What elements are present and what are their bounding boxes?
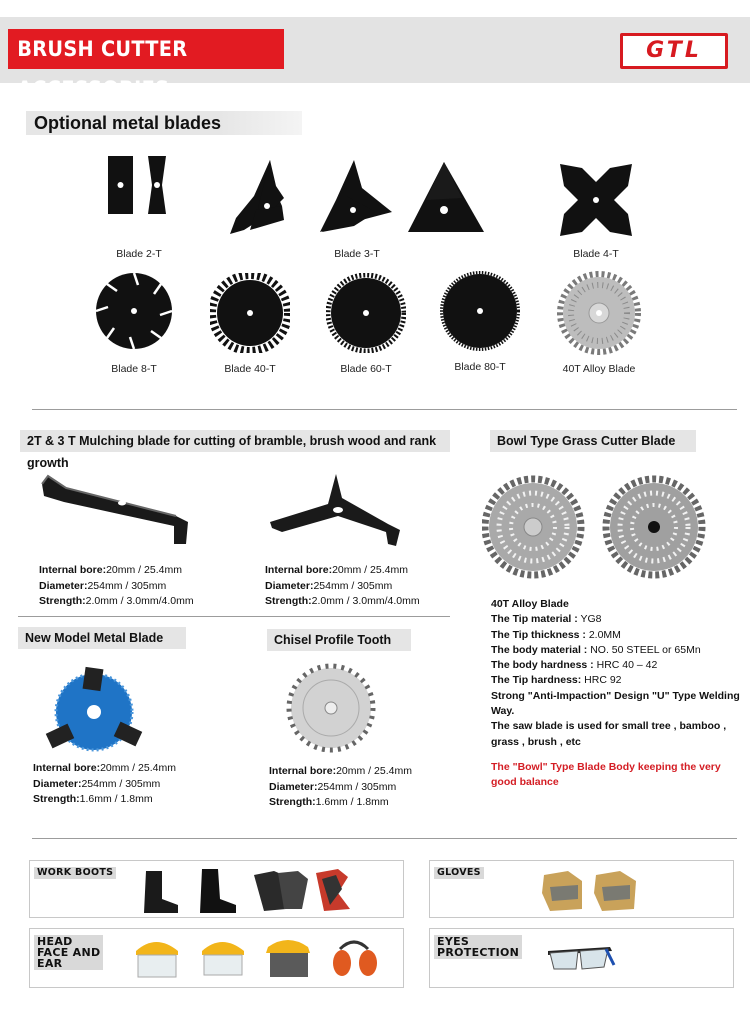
tip-hardness-value: HRC 92 xyxy=(581,674,622,687)
blade-60t-item xyxy=(326,273,406,375)
strength-value: 2.0mm / 3.0mm/4.0mm xyxy=(85,595,194,607)
body-hardness-value: HRC 40 – 42 xyxy=(593,659,658,672)
blade-2t-item xyxy=(104,152,174,260)
new-model-blade-image xyxy=(44,664,144,754)
gloves-label: GLOVES xyxy=(434,867,484,879)
blade-2t-label: Blade 2-T xyxy=(116,248,162,260)
tip-thickness-label: The Tip thickness : xyxy=(491,628,586,641)
tip-material-value: YG8 xyxy=(577,613,602,626)
alloy-blade-specs xyxy=(491,597,741,791)
strength-value: 2.0mm / 3.0mm/4.0mm xyxy=(311,595,420,607)
alloy-blade-name: 40T Alloy Blade xyxy=(491,598,569,610)
design-text: Strong "Anti-Impaction" Design "U" Type Welding Way. xyxy=(491,689,740,718)
diameter-value: 254mm / 305mm xyxy=(317,780,397,793)
blade-40t-label: Blade 40-T xyxy=(224,363,276,375)
tip-thickness-value: 2.0MM xyxy=(585,628,621,641)
blade-4t-item xyxy=(556,160,636,260)
work-boots-box xyxy=(29,860,404,918)
head-protection-image xyxy=(130,933,390,985)
blade-2t-image xyxy=(104,152,174,240)
head-label-line1: HEAD xyxy=(37,935,73,948)
bowl-heading: Bowl Type Grass Cutter Blade xyxy=(490,430,696,452)
blade-40t-item xyxy=(210,273,290,375)
work-boots-label: WORK BOOTS xyxy=(34,867,116,879)
eyes-label-line1: EYES xyxy=(437,935,470,948)
eye-protection-label xyxy=(434,935,522,959)
bowl-note: The "Bowl" Type Blade Body keeping the very good balance xyxy=(491,760,721,789)
chisel-specs xyxy=(269,764,412,811)
bowl-blades-image xyxy=(482,474,712,580)
tip-hardness-label: The Tip hardness: xyxy=(491,674,582,687)
eye-protection-box xyxy=(429,928,734,988)
bore-value: 20mm / 25.4mm xyxy=(100,762,176,774)
bore-label: Internal bore: xyxy=(269,765,337,777)
blade-40t-alloy-image xyxy=(556,271,642,355)
mulching-heading: 2T & 3 T Mulching blade for cutting of bramble, brush wood and rank growth xyxy=(20,430,450,452)
chisel-blade-image xyxy=(286,663,376,753)
blade-8t-label: Blade 8-T xyxy=(111,363,157,375)
blade-4t-image xyxy=(556,160,636,240)
bore-value: 20mm / 25.4mm xyxy=(336,765,412,777)
bore-value: 20mm / 25.4mm xyxy=(106,564,182,576)
mulching-3t-specs xyxy=(265,563,420,610)
chisel-heading: Chisel Profile Tooth xyxy=(267,629,411,651)
head-protection-box xyxy=(29,928,404,988)
new-model-heading: New Model Metal Blade xyxy=(18,627,186,649)
blade-80t-label: Blade 80-T xyxy=(454,361,506,373)
mulching-2t-image xyxy=(36,470,196,550)
blade-40t-image xyxy=(210,273,290,353)
gloves-image xyxy=(538,865,648,915)
accessories-divider xyxy=(32,838,737,839)
blade-3t-image xyxy=(226,156,488,240)
eyes-label-line2: PROTECTION xyxy=(437,946,520,959)
strength-label: Strength: xyxy=(265,595,312,607)
head-protection-label xyxy=(34,935,103,970)
body-material-value: NO. 50 STEEL or 65Mn xyxy=(587,643,701,656)
blade-3t-label: Blade 3-T xyxy=(334,248,380,260)
blade-40t-alloy-label: 40T Alloy Blade xyxy=(562,363,636,375)
bore-label: Internal bore: xyxy=(39,564,107,576)
blade-60t-image xyxy=(326,273,406,353)
section-divider xyxy=(32,409,737,410)
header-bar xyxy=(0,17,750,101)
blade-8t-image xyxy=(94,271,174,351)
bore-label: Internal bore: xyxy=(33,762,101,774)
diameter-value: 254mm / 305mm xyxy=(87,579,167,592)
usage-text: The saw blade is used for small tree , bamboo , grass , brush , etc xyxy=(491,720,727,748)
blade-80t-item xyxy=(440,271,520,373)
bore-label: Internal bore: xyxy=(265,564,333,576)
diameter-value: 254mm / 305mm xyxy=(81,777,161,790)
strength-value: 1.6mm / 1.8mm xyxy=(315,796,389,808)
tip-material-label: The Tip material : xyxy=(491,613,578,626)
diameter-label: Diameter: xyxy=(265,579,314,592)
new-model-specs xyxy=(33,761,176,808)
diameter-label: Diameter: xyxy=(39,579,88,592)
safety-glasses-image xyxy=(544,939,616,977)
strength-value: 1.6mm / 1.8mm xyxy=(79,793,153,805)
brand-logo: GTL xyxy=(620,33,728,69)
body-hardness-label: The body hardness : xyxy=(491,659,594,672)
blade-60t-label: Blade 60-T xyxy=(340,363,392,375)
mulching-divider xyxy=(18,616,450,617)
diameter-label: Diameter: xyxy=(33,777,82,790)
bore-value: 20mm / 25.4mm xyxy=(332,564,408,576)
blade-80t-image xyxy=(440,271,520,351)
optional-blades-heading: Optional metal blades xyxy=(26,111,302,135)
strength-label: Strength: xyxy=(269,796,316,808)
page-title: BRUSH CUTTER ACCESSORIES xyxy=(8,29,284,69)
head-label-line3: EAR xyxy=(37,957,63,970)
diameter-label: Diameter: xyxy=(269,780,318,793)
blade-3t-item xyxy=(226,156,488,260)
head-label-line2: FACE AND xyxy=(37,946,101,959)
diameter-value: 254mm / 305mm xyxy=(313,579,393,592)
blade-4t-label: Blade 4-T xyxy=(573,248,619,260)
body-material-label: The body material : xyxy=(491,643,588,656)
work-boots-image xyxy=(138,865,368,915)
mulching-3t-image xyxy=(262,470,412,550)
blade-8t-item xyxy=(94,271,174,375)
gloves-box xyxy=(429,860,734,918)
strength-label: Strength: xyxy=(39,595,86,607)
strength-label: Strength: xyxy=(33,793,80,805)
mulching-2t-specs xyxy=(39,563,194,610)
blade-40t-alloy-item xyxy=(556,271,642,375)
